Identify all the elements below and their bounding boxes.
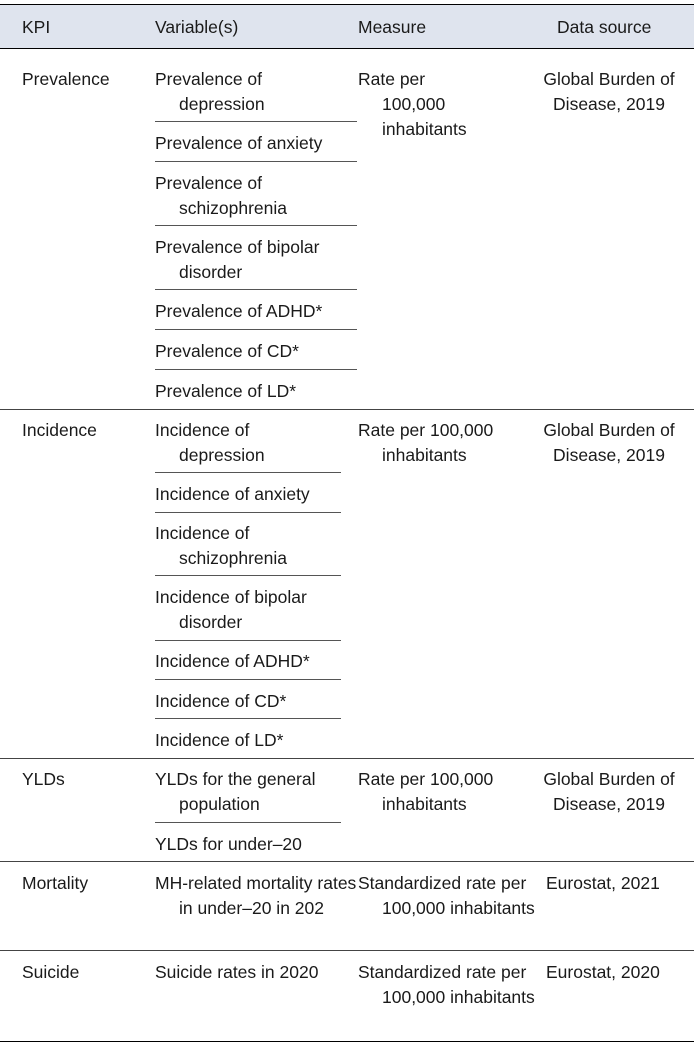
source-prevalence: Global Burden of Disease, 2019 bbox=[543, 69, 675, 114]
variable-item: Prevalence of bipolar disorder bbox=[155, 237, 320, 282]
header-kpi: KPI bbox=[22, 17, 51, 37]
variable-item: Incidence of anxiety bbox=[155, 484, 310, 504]
variable-divider bbox=[155, 512, 341, 513]
row-divider bbox=[0, 950, 694, 951]
variable-divider bbox=[155, 472, 341, 473]
measure-ylds: Rate per 100,000 inhabitants bbox=[358, 769, 494, 814]
row-divider bbox=[0, 861, 694, 862]
variable-item: Prevalence of anxiety bbox=[155, 133, 323, 153]
measure-suicide: Standardized rate per 100,000 inhabitants bbox=[358, 962, 535, 1007]
variable-item: Incidence of CD* bbox=[155, 691, 287, 711]
variable-divider bbox=[155, 289, 357, 290]
variable-divider bbox=[155, 329, 357, 330]
variable-item: Prevalence of depression bbox=[155, 69, 265, 114]
variable-item: Prevalence of schizophrenia bbox=[155, 173, 287, 218]
variable-item: YLDs for the general population bbox=[155, 769, 316, 814]
table-bottom-rule bbox=[0, 1041, 694, 1042]
measure-prevalence: Rate per 100,000 inhabitants bbox=[358, 69, 467, 139]
variable-divider bbox=[155, 369, 357, 370]
variable-item: Prevalence of CD* bbox=[155, 341, 299, 361]
header-measure: Measure bbox=[358, 17, 427, 37]
variable-divider bbox=[155, 718, 341, 719]
variable-divider bbox=[155, 575, 341, 576]
kpi-ylds: YLDs bbox=[22, 769, 65, 789]
variable-item: Incidence of schizophrenia bbox=[155, 523, 287, 568]
measure-incidence: Rate per 100,000 inhabitants bbox=[358, 420, 494, 465]
variable-divider bbox=[155, 121, 357, 122]
variable-item: MH-related mortality rates in under–20 in 202 bbox=[155, 873, 357, 918]
variable-item: Prevalence of ADHD* bbox=[155, 301, 323, 321]
table-header-row bbox=[0, 5, 694, 49]
variable-item: Suicide rates in 2020 bbox=[155, 962, 319, 982]
variable-divider bbox=[155, 679, 341, 680]
variable-divider bbox=[155, 822, 341, 823]
header-data-source: Data source bbox=[557, 17, 652, 37]
variable-item: Incidence of LD* bbox=[155, 730, 284, 750]
variable-divider bbox=[155, 161, 357, 162]
measure-mortality: Standardized rate per 100,000 inhabitants bbox=[358, 873, 535, 918]
source-ylds: Global Burden of Disease, 2019 bbox=[543, 769, 675, 814]
variable-item: YLDs for under–20 bbox=[155, 834, 302, 854]
kpi-prevalence: Prevalence bbox=[22, 69, 110, 89]
variable-item: Incidence of ADHD* bbox=[155, 651, 310, 671]
kpi-incidence: Incidence bbox=[22, 420, 97, 440]
variable-divider bbox=[155, 640, 341, 641]
variable-item: Incidence of bipolar disorder bbox=[155, 587, 307, 632]
kpi-suicide: Suicide bbox=[22, 962, 80, 982]
source-mortality: Eurostat, 2021 bbox=[546, 873, 660, 893]
variable-divider bbox=[155, 225, 357, 226]
row-divider bbox=[0, 758, 694, 759]
source-incidence: Global Burden of Disease, 2019 bbox=[543, 420, 675, 465]
source-suicide: Eurostat, 2020 bbox=[546, 962, 660, 982]
row-divider bbox=[0, 409, 694, 410]
variable-item: Prevalence of LD* bbox=[155, 381, 297, 401]
kpi-mortality: Mortality bbox=[22, 873, 89, 893]
variable-item: Incidence of depression bbox=[155, 420, 265, 465]
header-variables: Variable(s) bbox=[155, 17, 239, 37]
